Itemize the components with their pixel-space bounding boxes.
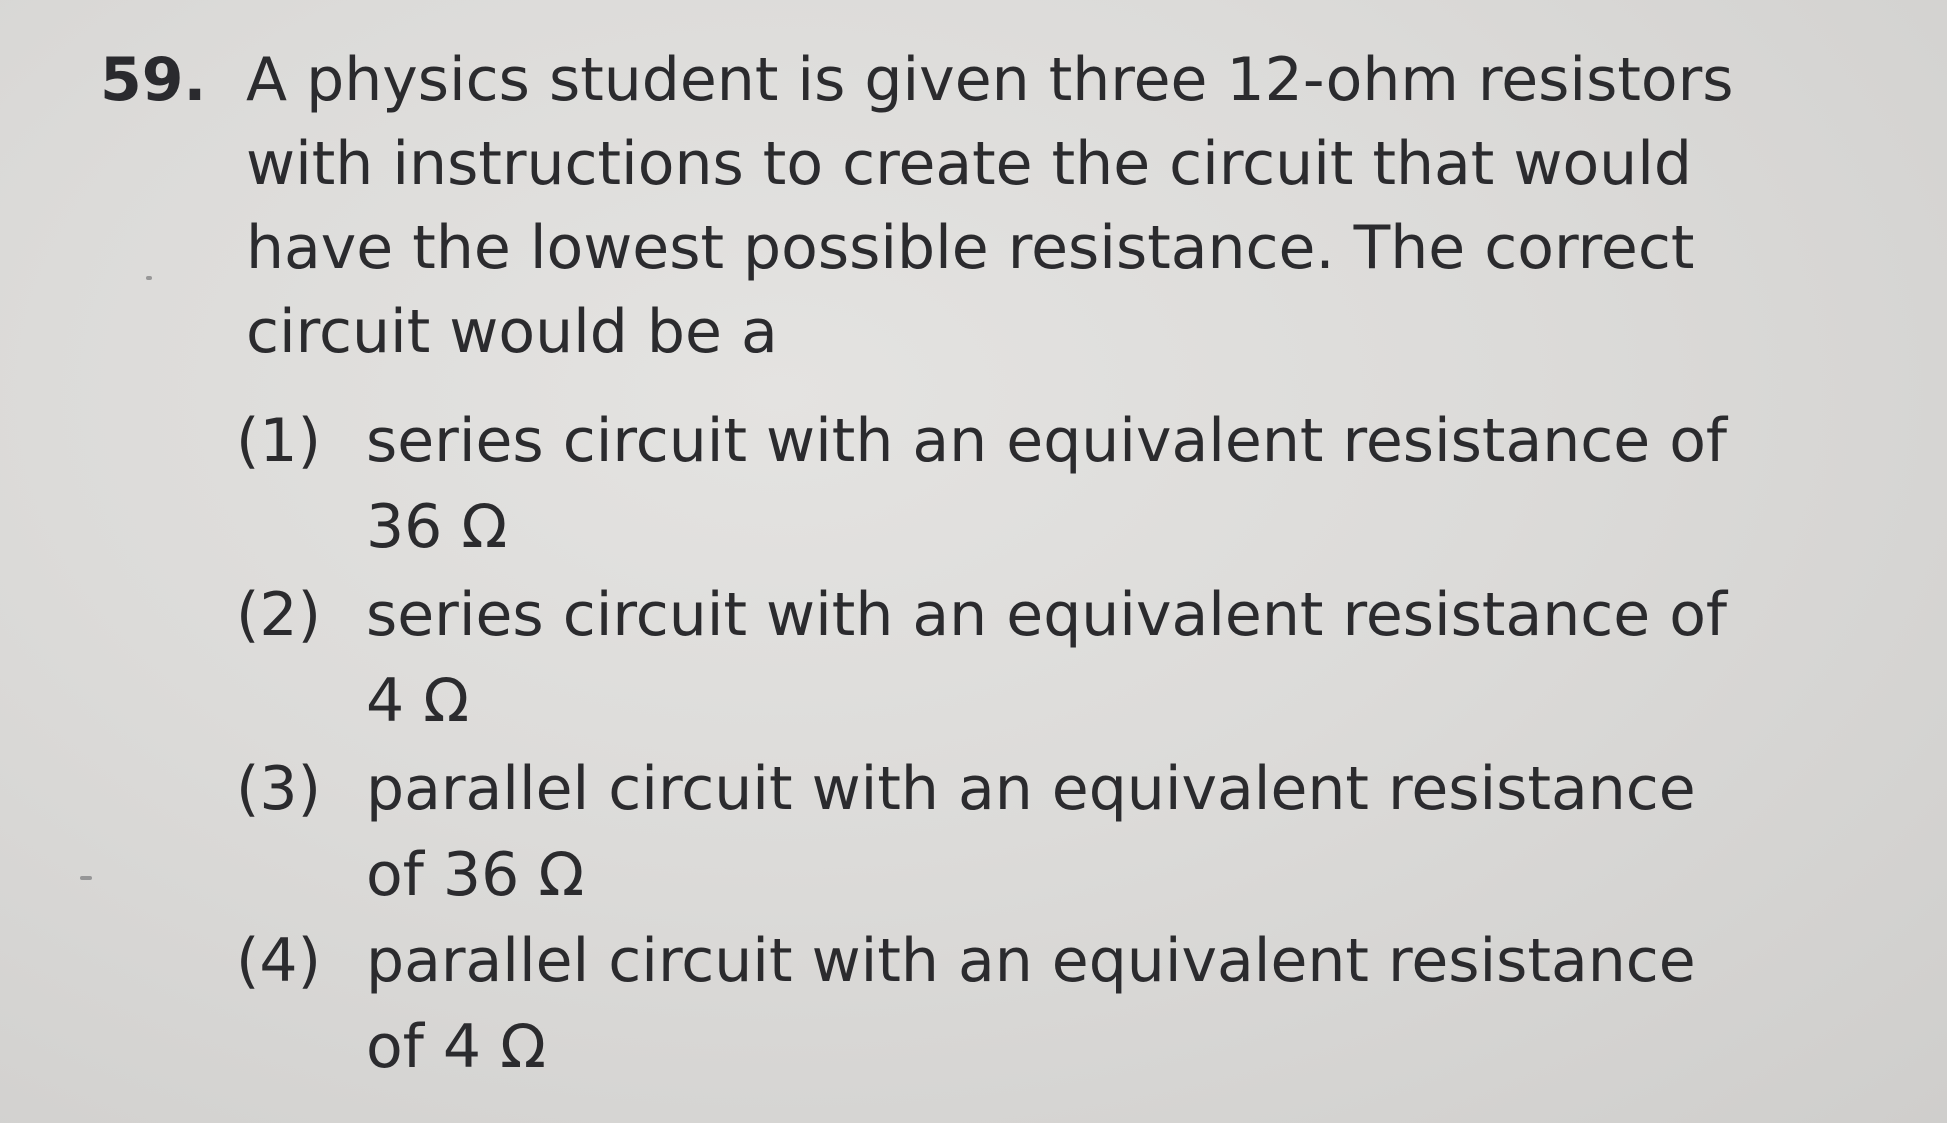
- stem-line: A physics student is given three 12-ohm resistors: [246, 45, 1734, 115]
- choice-text: [366, 918, 1926, 1090]
- choice-label: (2): [236, 580, 321, 650]
- question-stem: [246, 38, 1926, 374]
- choice-text: [366, 572, 1926, 744]
- question-number: 59.: [100, 45, 207, 115]
- choice-label: (1): [236, 406, 321, 476]
- choice-line: parallel circuit with an equivalent resistance: [366, 754, 1696, 824]
- choice-line: series circuit with an equivalent resistance of: [366, 406, 1728, 476]
- stem-line: circuit would be a: [246, 297, 778, 367]
- choice-text: [366, 398, 1926, 570]
- choice-line: 4 Ω: [366, 666, 470, 736]
- choice-label: (4): [236, 926, 321, 996]
- choice-line: of 36 Ω: [366, 840, 585, 910]
- choice-text: [366, 746, 1926, 918]
- choice-line: series circuit with an equivalent resistance of: [366, 580, 1728, 650]
- stem-line: have the lowest possible resistance. The correct: [246, 213, 1695, 283]
- stray-pencil-mark: [80, 876, 92, 880]
- choice-line: of 4 Ω: [366, 1012, 546, 1082]
- stray-pencil-mark: [146, 276, 152, 280]
- choice-label: (3): [236, 754, 321, 824]
- choice-line: parallel circuit with an equivalent resistance: [366, 926, 1696, 996]
- stem-line: with instructions to create the circuit that would: [246, 129, 1692, 199]
- choice-line: 36 Ω: [366, 492, 508, 562]
